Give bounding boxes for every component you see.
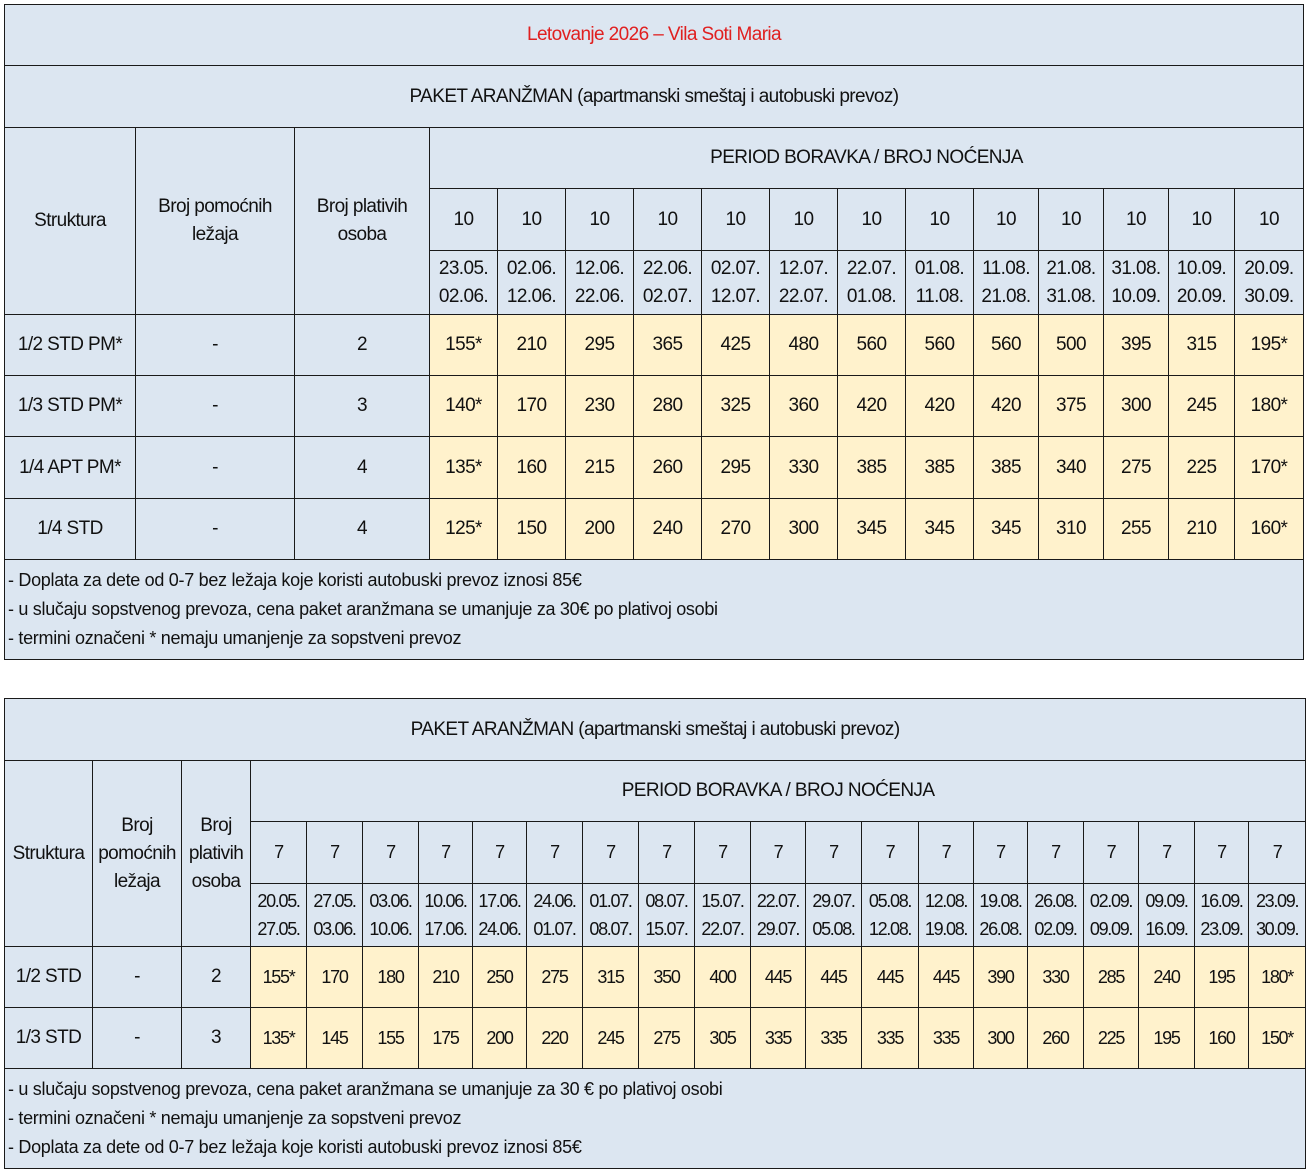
- price-cell: 285: [1084, 947, 1139, 1008]
- col-header-platnih: Broj plativih osoba: [295, 128, 430, 315]
- period-end-date: 10.09.: [1111, 285, 1161, 307]
- period-end-date: 20.09.: [1176, 285, 1227, 307]
- price-cell: 135*: [430, 437, 498, 499]
- price-cell: 350: [639, 947, 695, 1008]
- period-end-date: 08.07.: [589, 919, 632, 939]
- period-dates-cell: [1235, 251, 1304, 315]
- price-cell: 240: [1139, 947, 1195, 1008]
- price-cell: 195: [1139, 1008, 1195, 1069]
- price-cell: 210: [419, 947, 473, 1008]
- extra-beds-cell: -: [136, 376, 295, 437]
- period-dates-cell: [419, 884, 473, 947]
- price-cell: 345: [838, 499, 906, 560]
- period-dates-cell: [473, 884, 527, 947]
- price-cell: 295: [702, 437, 770, 499]
- price-cell: 445: [751, 947, 806, 1008]
- period-end-date: 23.09.: [1200, 919, 1243, 939]
- note-line: - u slučaju sopstvenog prevoza, cena paket aranžmana se umanjuje za 30 € po plativoj osobi: [8, 1079, 723, 1099]
- price-cell: 560: [974, 315, 1039, 376]
- period-start-date: 01.08.: [914, 257, 965, 279]
- price-cell: 480: [770, 315, 838, 376]
- period-dates-cell: [498, 251, 566, 315]
- price-cell: 200: [473, 1008, 527, 1069]
- price-cell: 305: [695, 1008, 751, 1069]
- price-cell: 560: [838, 315, 906, 376]
- extra-beds-cell: -: [93, 1008, 182, 1069]
- period-dates-cell: [1249, 884, 1306, 947]
- period-start-date: 02.09.: [1089, 891, 1133, 911]
- price-cell: 425: [702, 315, 770, 376]
- price-cell: 345: [906, 499, 974, 560]
- price-cell: 315: [1169, 315, 1235, 376]
- period-start-date: 11.08.: [982, 257, 1030, 279]
- nights-cell: 10: [702, 189, 770, 251]
- period-start-date: 10.09.: [1176, 257, 1227, 279]
- price-cell: 225: [1169, 437, 1235, 499]
- price-cell: 170*: [1235, 437, 1304, 499]
- table-row: [5, 315, 1304, 376]
- price-cell: 275: [527, 947, 583, 1008]
- period-end-date: 12.07.: [710, 285, 761, 307]
- nights-cell: 10: [1104, 189, 1169, 251]
- period-start-date: 12.07.: [778, 257, 829, 279]
- price-cell: 445: [862, 947, 919, 1008]
- price-cell: 280: [634, 376, 702, 437]
- period-end-date: 10.06.: [369, 919, 412, 939]
- price-cell: 335: [806, 1008, 862, 1069]
- extra-beds-cell: -: [136, 437, 295, 499]
- nights-cell: 10: [1169, 189, 1235, 251]
- price-cell: 275: [1104, 437, 1169, 499]
- structure-cell: 1/3 STD PM*: [5, 376, 136, 437]
- price-table-7-nights: [4, 698, 1306, 1169]
- nights-cell: 10: [838, 189, 906, 251]
- nights-cell: 10: [430, 189, 498, 251]
- price-cell: 200: [566, 499, 634, 560]
- price-cell: 160*: [1235, 499, 1304, 560]
- note-line: - termini označeni * nemaju umanjenje za sopstveni prevoz: [8, 1108, 462, 1128]
- period-end-date: 01.07.: [533, 919, 576, 939]
- paying-persons-cell: 2: [182, 947, 251, 1008]
- nights-cell: 7: [1084, 822, 1139, 884]
- price-cell: 325: [702, 376, 770, 437]
- price-cell: 250: [473, 947, 527, 1008]
- period-start-date: 27.05.: [313, 891, 356, 911]
- structure-cell: 1/4 STD: [5, 499, 136, 560]
- col-header-struktura: Struktura: [5, 761, 93, 947]
- price-cell: 375: [1039, 376, 1104, 437]
- price-cell: 335: [862, 1008, 919, 1069]
- price-cell: 560: [906, 315, 974, 376]
- paying-persons-cell: 2: [295, 315, 430, 376]
- period-dates-cell: [583, 884, 639, 947]
- nights-cell: 7: [1195, 822, 1249, 884]
- price-cell: 210: [498, 315, 566, 376]
- price-cell: 155*: [251, 947, 307, 1008]
- period-end-date: 12.08.: [868, 919, 912, 939]
- price-cell: 150: [498, 499, 566, 560]
- period-header: PERIOD BORAVKA / BROJ NOĆENJA: [251, 761, 1306, 822]
- price-cell: 335: [751, 1008, 806, 1069]
- period-start-date: 26.08.: [1034, 891, 1077, 911]
- col-header-struktura: Struktura: [5, 128, 136, 315]
- price-cell: 500: [1039, 315, 1104, 376]
- period-end-date: 21.08.: [981, 285, 1031, 307]
- price-cell: 445: [919, 947, 974, 1008]
- price-cell: 160: [498, 437, 566, 499]
- table-row: [5, 499, 1304, 560]
- paying-persons-cell: 4: [295, 499, 430, 560]
- nights-cell: 7: [695, 822, 751, 884]
- price-cell: 360: [770, 376, 838, 437]
- period-dates-cell: [307, 884, 363, 947]
- period-end-date: 09.09.: [1089, 919, 1133, 939]
- nights-cell: 7: [473, 822, 527, 884]
- price-table-10-nights: [4, 4, 1304, 660]
- period-start-date: 31.08.: [1111, 257, 1161, 279]
- period-dates-cell: [1028, 884, 1084, 947]
- nights-cell: 10: [974, 189, 1039, 251]
- price-cell: 400: [695, 947, 751, 1008]
- nights-cell: 7: [527, 822, 583, 884]
- nights-cell: 7: [751, 822, 806, 884]
- period-start-date: 10.06.: [424, 891, 467, 911]
- period-start-date: 03.06.: [369, 891, 412, 911]
- period-end-date: 30.09.: [1244, 285, 1294, 307]
- period-end-date: 22.07.: [701, 919, 744, 939]
- period-end-date: 22.06.: [574, 285, 625, 307]
- price-cell: 390: [974, 947, 1028, 1008]
- period-dates-cell: [695, 884, 751, 947]
- price-cell: 295: [566, 315, 634, 376]
- nights-cell: 7: [583, 822, 639, 884]
- price-cell: 150*: [1249, 1008, 1306, 1069]
- col-header-platnih: Broj plativih osoba: [182, 761, 251, 947]
- note-line: - Doplata za dete od 0-7 bez ležaja koje koristi autobuski prevoz iznosi 85€: [8, 1137, 582, 1157]
- period-end-date: 17.06.: [424, 919, 467, 939]
- nights-cell: 7: [919, 822, 974, 884]
- price-cell: 180*: [1249, 947, 1306, 1008]
- nights-cell: 7: [974, 822, 1028, 884]
- nights-cell: 7: [251, 822, 307, 884]
- price-cell: 145: [307, 1008, 363, 1069]
- period-dates-cell: [751, 884, 806, 947]
- period-start-date: 22.07.: [756, 891, 800, 911]
- price-cell: 420: [906, 376, 974, 437]
- period-start-date: 22.06.: [642, 257, 693, 279]
- period-start-date: 29.07.: [812, 891, 855, 911]
- nights-cell: 7: [862, 822, 919, 884]
- period-start-date: 20.05.: [257, 891, 300, 911]
- price-cell: 215: [566, 437, 634, 499]
- table-row: [5, 1008, 1306, 1069]
- period-dates-cell: [906, 251, 974, 315]
- period-dates-cell: [919, 884, 974, 947]
- nights-cell: 10: [634, 189, 702, 251]
- col-header-pomocnih: Broj pomoćnih ležaja: [136, 128, 295, 315]
- period-start-date: 23.09.: [1255, 891, 1299, 911]
- period-dates-cell: [527, 884, 583, 947]
- price-cell: 225: [1084, 1008, 1139, 1069]
- period-start-date: 15.07.: [701, 891, 744, 911]
- structure-cell: 1/2 STD: [5, 947, 93, 1008]
- price-cell: 170: [498, 376, 566, 437]
- package-header: PAKET ARANŽMAN (apartmanski smeštaj i autobuski prevoz): [5, 699, 1306, 761]
- price-cell: 385: [974, 437, 1039, 499]
- period-start-date: 02.06.: [506, 257, 557, 279]
- period-end-date: 30.09.: [1255, 919, 1299, 939]
- period-dates-cell: [430, 251, 498, 315]
- nights-cell: 10: [906, 189, 974, 251]
- period-dates-cell: [1039, 251, 1104, 315]
- period-end-date: 15.07.: [645, 919, 688, 939]
- extra-beds-cell: -: [136, 315, 295, 376]
- price-cell: 160: [1195, 1008, 1249, 1069]
- period-dates-cell: [838, 251, 906, 315]
- price-cell: 310: [1039, 499, 1104, 560]
- nights-cell: 7: [1028, 822, 1084, 884]
- price-cell: 155*: [430, 315, 498, 376]
- nights-cell: 10: [1039, 189, 1104, 251]
- period-start-date: 12.06.: [574, 257, 625, 279]
- period-end-date: 31.08.: [1046, 285, 1096, 307]
- price-cell: 300: [974, 1008, 1028, 1069]
- price-cell: 170: [307, 947, 363, 1008]
- table-title: Letovanje 2026 – Vila Soti Maria: [5, 5, 1304, 66]
- period-dates-cell: [862, 884, 919, 947]
- period-start-date: 05.08.: [868, 891, 912, 911]
- price-cell: 365: [634, 315, 702, 376]
- nights-cell: 10: [1235, 189, 1304, 251]
- note-line: - u slučaju sopstvenog prevoza, cena paket aranžmana se umanjuje za 30€ po plativoj osobi: [8, 599, 718, 619]
- period-start-date: 21.08.: [1046, 257, 1096, 279]
- structure-cell: 1/4 APT PM*: [5, 437, 136, 499]
- price-cell: 300: [1104, 376, 1169, 437]
- period-dates-cell: [1195, 884, 1249, 947]
- nights-cell: 7: [639, 822, 695, 884]
- price-cell: 175: [419, 1008, 473, 1069]
- notes-cell: [5, 560, 1304, 660]
- period-start-date: 22.07.: [846, 257, 897, 279]
- period-start-date: 12.08.: [924, 891, 968, 911]
- price-cell: 420: [838, 376, 906, 437]
- nights-cell: 7: [307, 822, 363, 884]
- price-cell: 445: [806, 947, 862, 1008]
- period-dates-cell: [566, 251, 634, 315]
- period-dates-cell: [251, 884, 307, 947]
- period-end-date: 12.06.: [506, 285, 557, 307]
- table-row: [5, 947, 1306, 1008]
- price-cell: 345: [974, 499, 1039, 560]
- period-dates-cell: [1104, 251, 1169, 315]
- nights-cell: 10: [498, 189, 566, 251]
- price-cell: 275: [639, 1008, 695, 1069]
- period-dates-cell: [634, 251, 702, 315]
- price-cell: 180*: [1235, 376, 1304, 437]
- paying-persons-cell: 4: [295, 437, 430, 499]
- price-cell: 140*: [430, 376, 498, 437]
- price-cell: 330: [1028, 947, 1084, 1008]
- price-cell: 315: [583, 947, 639, 1008]
- price-cell: 270: [702, 499, 770, 560]
- period-start-date: 08.07.: [645, 891, 688, 911]
- price-cell: 220: [527, 1008, 583, 1069]
- period-end-date: 29.07.: [756, 919, 800, 939]
- structure-cell: 1/3 STD: [5, 1008, 93, 1069]
- period-dates-cell: [770, 251, 838, 315]
- period-start-date: 20.09.: [1244, 257, 1294, 279]
- nights-cell: 7: [1139, 822, 1195, 884]
- price-cell: 420: [974, 376, 1039, 437]
- period-end-date: 11.08.: [915, 285, 964, 307]
- paying-persons-cell: 3: [295, 376, 430, 437]
- price-cell: 230: [566, 376, 634, 437]
- period-end-date: 05.08.: [812, 919, 855, 939]
- notes-row: [5, 560, 1304, 660]
- period-start-date: 09.09.: [1145, 891, 1188, 911]
- period-end-date: 02.06.: [438, 285, 489, 307]
- period-start-date: 01.07.: [589, 891, 632, 911]
- period-end-date: 16.09.: [1145, 919, 1188, 939]
- nights-cell: 7: [419, 822, 473, 884]
- price-cell: 300: [770, 499, 838, 560]
- nights-cell: 7: [363, 822, 419, 884]
- period-dates-cell: [974, 884, 1028, 947]
- period-end-date: 01.08.: [846, 285, 897, 307]
- price-cell: 385: [838, 437, 906, 499]
- note-line: - termini označeni * nemaju umanjenje za sopstveni prevoz: [8, 628, 462, 648]
- price-cell: 195*: [1235, 315, 1304, 376]
- period-dates-cell: [639, 884, 695, 947]
- period-header: PERIOD BORAVKA / BROJ NOĆENJA: [430, 128, 1304, 189]
- nights-cell: 7: [806, 822, 862, 884]
- notes-row: [5, 1069, 1306, 1169]
- period-start-date: 23.05.: [438, 257, 489, 279]
- table-row: [5, 376, 1304, 437]
- period-end-date: 24.06.: [478, 919, 521, 939]
- period-start-date: 02.07.: [710, 257, 761, 279]
- extra-beds-cell: -: [93, 947, 182, 1008]
- price-cell: 155: [363, 1008, 419, 1069]
- extra-beds-cell: -: [136, 499, 295, 560]
- nights-cell: 10: [770, 189, 838, 251]
- price-cell: 340: [1039, 437, 1104, 499]
- period-dates-cell: [806, 884, 862, 947]
- period-start-date: 17.06.: [478, 891, 521, 911]
- period-dates-cell: [702, 251, 770, 315]
- period-end-date: 22.07.: [778, 285, 829, 307]
- period-dates-cell: [1169, 251, 1235, 315]
- price-cell: 245: [583, 1008, 639, 1069]
- price-cell: 135*: [251, 1008, 307, 1069]
- period-dates-cell: [974, 251, 1039, 315]
- note-line: - Doplata za dete od 0-7 bez ležaja koje koristi autobuski prevoz iznosi 85€: [8, 570, 582, 590]
- nights-cell: 10: [566, 189, 634, 251]
- price-cell: 330: [770, 437, 838, 499]
- price-cell: 255: [1104, 499, 1169, 560]
- notes-cell: [5, 1069, 1306, 1169]
- period-dates-cell: [1084, 884, 1139, 947]
- period-end-date: 03.06.: [313, 919, 356, 939]
- period-end-date: 19.08.: [924, 919, 968, 939]
- col-header-pomocnih: Broj pomoćnih ležaja: [93, 761, 182, 947]
- price-cell: 125*: [430, 499, 498, 560]
- price-cell: 260: [1028, 1008, 1084, 1069]
- price-cell: 180: [363, 947, 419, 1008]
- structure-cell: 1/2 STD PM*: [5, 315, 136, 376]
- nights-cell: 7: [1249, 822, 1306, 884]
- period-end-date: 02.07.: [642, 285, 693, 307]
- period-dates-cell: [363, 884, 419, 947]
- table-row: [5, 437, 1304, 499]
- package-header: PAKET ARANŽMAN (apartmanski smeštaj i autobuski prevoz): [5, 66, 1304, 128]
- price-cell: 240: [634, 499, 702, 560]
- price-cell: 395: [1104, 315, 1169, 376]
- price-cell: 210: [1169, 499, 1235, 560]
- price-cell: 335: [919, 1008, 974, 1069]
- period-start-date: 24.06.: [533, 891, 576, 911]
- period-start-date: 19.08.: [979, 891, 1022, 911]
- price-cell: 195: [1195, 947, 1249, 1008]
- price-cell: 245: [1169, 376, 1235, 437]
- period-end-date: 27.05.: [257, 919, 300, 939]
- period-end-date: 26.08.: [979, 919, 1022, 939]
- period-end-date: 02.09.: [1034, 919, 1077, 939]
- price-cell: 385: [906, 437, 974, 499]
- period-dates-cell: [1139, 884, 1195, 947]
- price-cell: 260: [634, 437, 702, 499]
- period-start-date: 16.09.: [1200, 891, 1243, 911]
- paying-persons-cell: 3: [182, 1008, 251, 1069]
